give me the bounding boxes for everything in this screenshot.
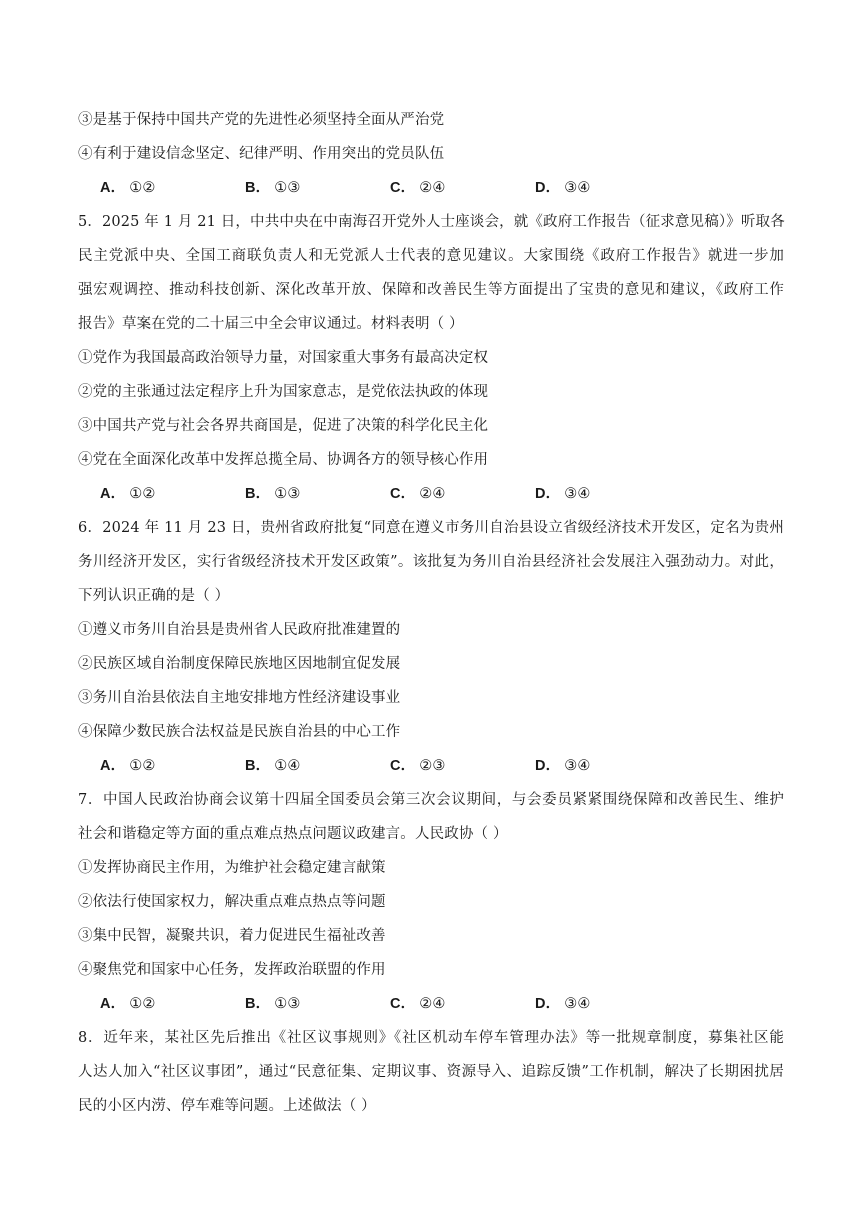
option-c: C． ②④	[390, 180, 446, 196]
answer-options	[78, 482, 784, 506]
statement: ②党的主张通过法定程序上升为国家意志，是党依法执政的体现	[78, 384, 489, 400]
statement: ④聚焦党和国家中心任务，发挥政治联盟的作用	[78, 962, 386, 978]
option-a: A． ①②	[100, 758, 156, 774]
answer-options	[78, 992, 784, 1016]
exam-page	[78, 108, 784, 1128]
option-c: C． ②④	[390, 486, 446, 502]
option-b: B． ①③	[245, 996, 301, 1012]
option-c: C． ②③	[390, 758, 446, 774]
question-stem: 报告》草案在党的二十届三中全会审议通过。材料表明（ ）	[78, 316, 464, 332]
question-stem: 5．2025 年 1 月 21 日，中共中央在中南海召开党外人士座谈会，就《政府工作报告（征求意见稿）》听取各	[78, 214, 785, 230]
statement: ④党在全面深化改革中发挥总揽全局、协调各方的领导核心作用	[78, 452, 489, 468]
question-stem: 社会和谐稳定等方面的重点难点热点问题议政建言。人民政协（ ）	[78, 826, 508, 842]
answer-options	[78, 754, 784, 778]
statement: ②依法行使国家权力，解决重点难点热点等问题	[78, 894, 386, 910]
statement: ③中国共产党与社会各界共商国是，促进了决策的科学化民主化	[78, 418, 489, 434]
question-7	[78, 788, 784, 1016]
statement: ①遵义市务川自治县是贵州省人民政府批准建置的	[78, 622, 401, 638]
option-d: D． ③④	[535, 758, 591, 774]
question-stem: 下列认识正确的是（ ）	[78, 588, 230, 604]
question-stem: 民主党派中央、全国工商联负责人和无党派人士代表的意见建议。大家围绕《政府工作报告》就进一步加	[78, 248, 784, 264]
question-6	[78, 516, 784, 778]
question-4-tail	[78, 108, 784, 200]
option-b: B． ①③	[245, 180, 301, 196]
statement: ③是基于保持中国共产党的先进性必须坚持全面从严治党	[78, 112, 445, 128]
question-stem: 民的小区内涝、停车难等问题。上述做法（ ）	[78, 1098, 376, 1114]
statement: ②民族区域自治制度保障民族地区因地制宜促发展	[78, 656, 401, 672]
option-d: D． ③④	[535, 180, 591, 196]
option-b: B． ①③	[245, 486, 301, 502]
option-d: D． ③④	[535, 486, 591, 502]
question-stem: 人达人加入“社区议事团”，通过“民意征集、定期议事、资源导入、追踪反馈”工作机制，解决了长期困扰居	[78, 1064, 784, 1080]
question-stem: 强宏观调控、推动科技创新、深化改革开放、保障和改善民生等方面提出了宝贵的意见和建议，《政府工作	[78, 282, 784, 298]
option-a: A． ①②	[100, 180, 156, 196]
question-stem: 8．近年来，某社区先后推出《社区议事规则》《社区机动车停车管理办法》等一批规章制度，募集社区能	[78, 1030, 784, 1046]
option-c: C． ②④	[390, 996, 446, 1012]
question-stem: 务川经济开发区，实行省级经济技术开发区政策”。该批复为务川自治县经济社会发展注入强劲动力。对此，	[78, 554, 784, 570]
option-b: B． ①④	[245, 758, 301, 774]
statement: ①党作为我国最高政治领导力量，对国家重大事务有最高决定权	[78, 350, 489, 366]
question-8	[78, 1026, 784, 1118]
statement: ④保障少数民族合法权益是民族自治县的中心工作	[78, 724, 401, 740]
statement: ③集中民智，凝聚共识，着力促进民生福祉改善	[78, 928, 386, 944]
question-stem: 7．中国人民政治协商会议第十四届全国委员会第三次会议期间，与会委员紧紧围绕保障和改善民生、维护	[78, 792, 784, 808]
option-a: A． ①②	[100, 996, 156, 1012]
option-a: A． ①②	[100, 486, 156, 502]
statement: ④有利于建设信念坚定、纪律严明、作用突出的党员队伍	[78, 146, 445, 162]
question-5	[78, 210, 784, 506]
option-d: D． ③④	[535, 996, 591, 1012]
statement: ①发挥协商民主作用，为维护社会稳定建言献策	[78, 860, 386, 876]
statement: ③务川自治县依法自主地安排地方性经济建设事业	[78, 690, 401, 706]
answer-options	[78, 176, 784, 200]
question-stem: 6．2024 年 11 月 23 日，贵州省政府批复“同意在遵义市务川自治县设立省级经济技术开发区，定名为贵州	[78, 520, 784, 536]
